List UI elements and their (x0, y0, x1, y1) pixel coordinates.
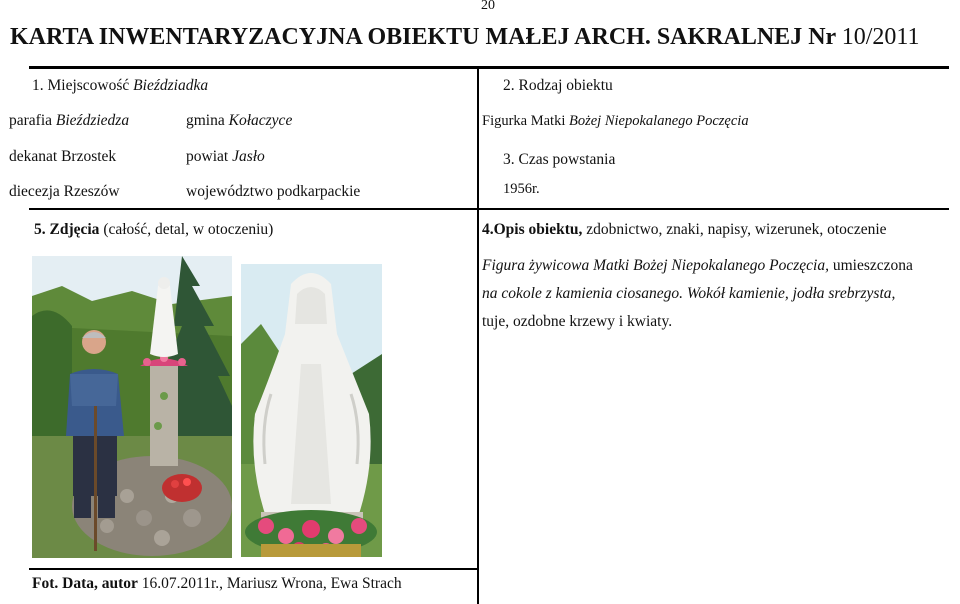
rodzaj-value-italic: Bożej Niepokalanego Poczęcia (569, 113, 749, 129)
miejscowosc-row (32, 77, 208, 95)
page-title (10, 24, 920, 51)
opis-label (482, 221, 887, 239)
photo-statue-detail (241, 264, 382, 557)
opis-line-3: tuje, ozdobne krzewy i kwiaty. (482, 313, 673, 330)
page-number: 20 (481, 0, 495, 13)
diecezja-label: diecezja (9, 183, 60, 200)
gmina-label: gmina (186, 112, 225, 129)
parafia-row (9, 112, 129, 130)
photo-shrine-with-man (32, 256, 232, 558)
gmina-row (186, 112, 292, 130)
miejscowosc-value: Bieździadka (133, 77, 209, 94)
opis-label-rest: zdobnictwo, znaki, napisy, wizerunek, otoczenie (582, 221, 887, 238)
fot-date: 16.07.2011r. (137, 575, 220, 592)
czas-label: 3. Czas powstania (503, 151, 616, 168)
title-main: KARTA INWENTARYZACYJNA OBIEKTU MAŁEJ ARCH. SAKRALNEJ (10, 24, 803, 50)
top-rule-left (29, 66, 478, 69)
bottom-rule (29, 568, 478, 570)
powiat-row (186, 148, 265, 166)
powiat-label: powiat (186, 148, 229, 165)
title-nr-value: 10/2011 (841, 24, 920, 50)
fot-line (32, 575, 402, 593)
vertical-divider (477, 66, 479, 604)
opis-line-1 (482, 257, 944, 275)
photo-shrine-with-man-image (32, 256, 232, 558)
zdjecia-label (34, 221, 273, 239)
zdjecia-label-rest: (całość, detal, w otoczeniu) (99, 221, 274, 238)
miejscowosc-label: 1. Miejscowość (32, 77, 130, 94)
diecezja-row (9, 183, 120, 201)
rodzaj-value-plain: Figurka Matki (482, 113, 569, 129)
diecezja-value: Rzeszów (63, 183, 120, 200)
zdjecia-label-bold: 5. Zdjęcia (34, 221, 100, 238)
gmina-value: Kołaczyce (228, 112, 293, 129)
fot-label: Fot. Data, autor (32, 575, 138, 592)
top-rule-right (478, 66, 949, 69)
opis-line-1-plain: umieszczona (828, 257, 913, 274)
wojewodztwo-label: województwo (186, 183, 273, 200)
czas-value: 1956r. (503, 181, 540, 197)
photo-statue-detail-image (241, 264, 382, 557)
wojewodztwo-row (186, 183, 360, 201)
opis-line-2: na cokole z kamienia ciosanego. Wokół kamienie, jodła srebrzysta, (482, 285, 896, 302)
powiat-value: Jasło (232, 148, 265, 165)
dekanat-value: Brzostek (61, 148, 117, 165)
parafia-value: Bieździedza (55, 112, 130, 129)
fot-authors: , Mariusz Wrona, Ewa Strach (219, 575, 402, 592)
parafia-label: parafia (9, 112, 53, 129)
mid-rule (29, 208, 949, 210)
rodzaj-value (482, 113, 749, 130)
dekanat-label: dekanat (9, 148, 58, 165)
opis-label-bold: 4.Opis obiektu, (482, 221, 583, 238)
rodzaj-label: 2. Rodzaj obiektu (503, 77, 613, 94)
wojewodztwo-value: podkarpackie (276, 183, 361, 200)
opis-line-1-italic: Figura żywicowa Matki Bożej Niepokalanego Poczęcia, (482, 257, 829, 274)
title-nr-label: Nr (808, 24, 836, 50)
dekanat-row (9, 148, 116, 166)
